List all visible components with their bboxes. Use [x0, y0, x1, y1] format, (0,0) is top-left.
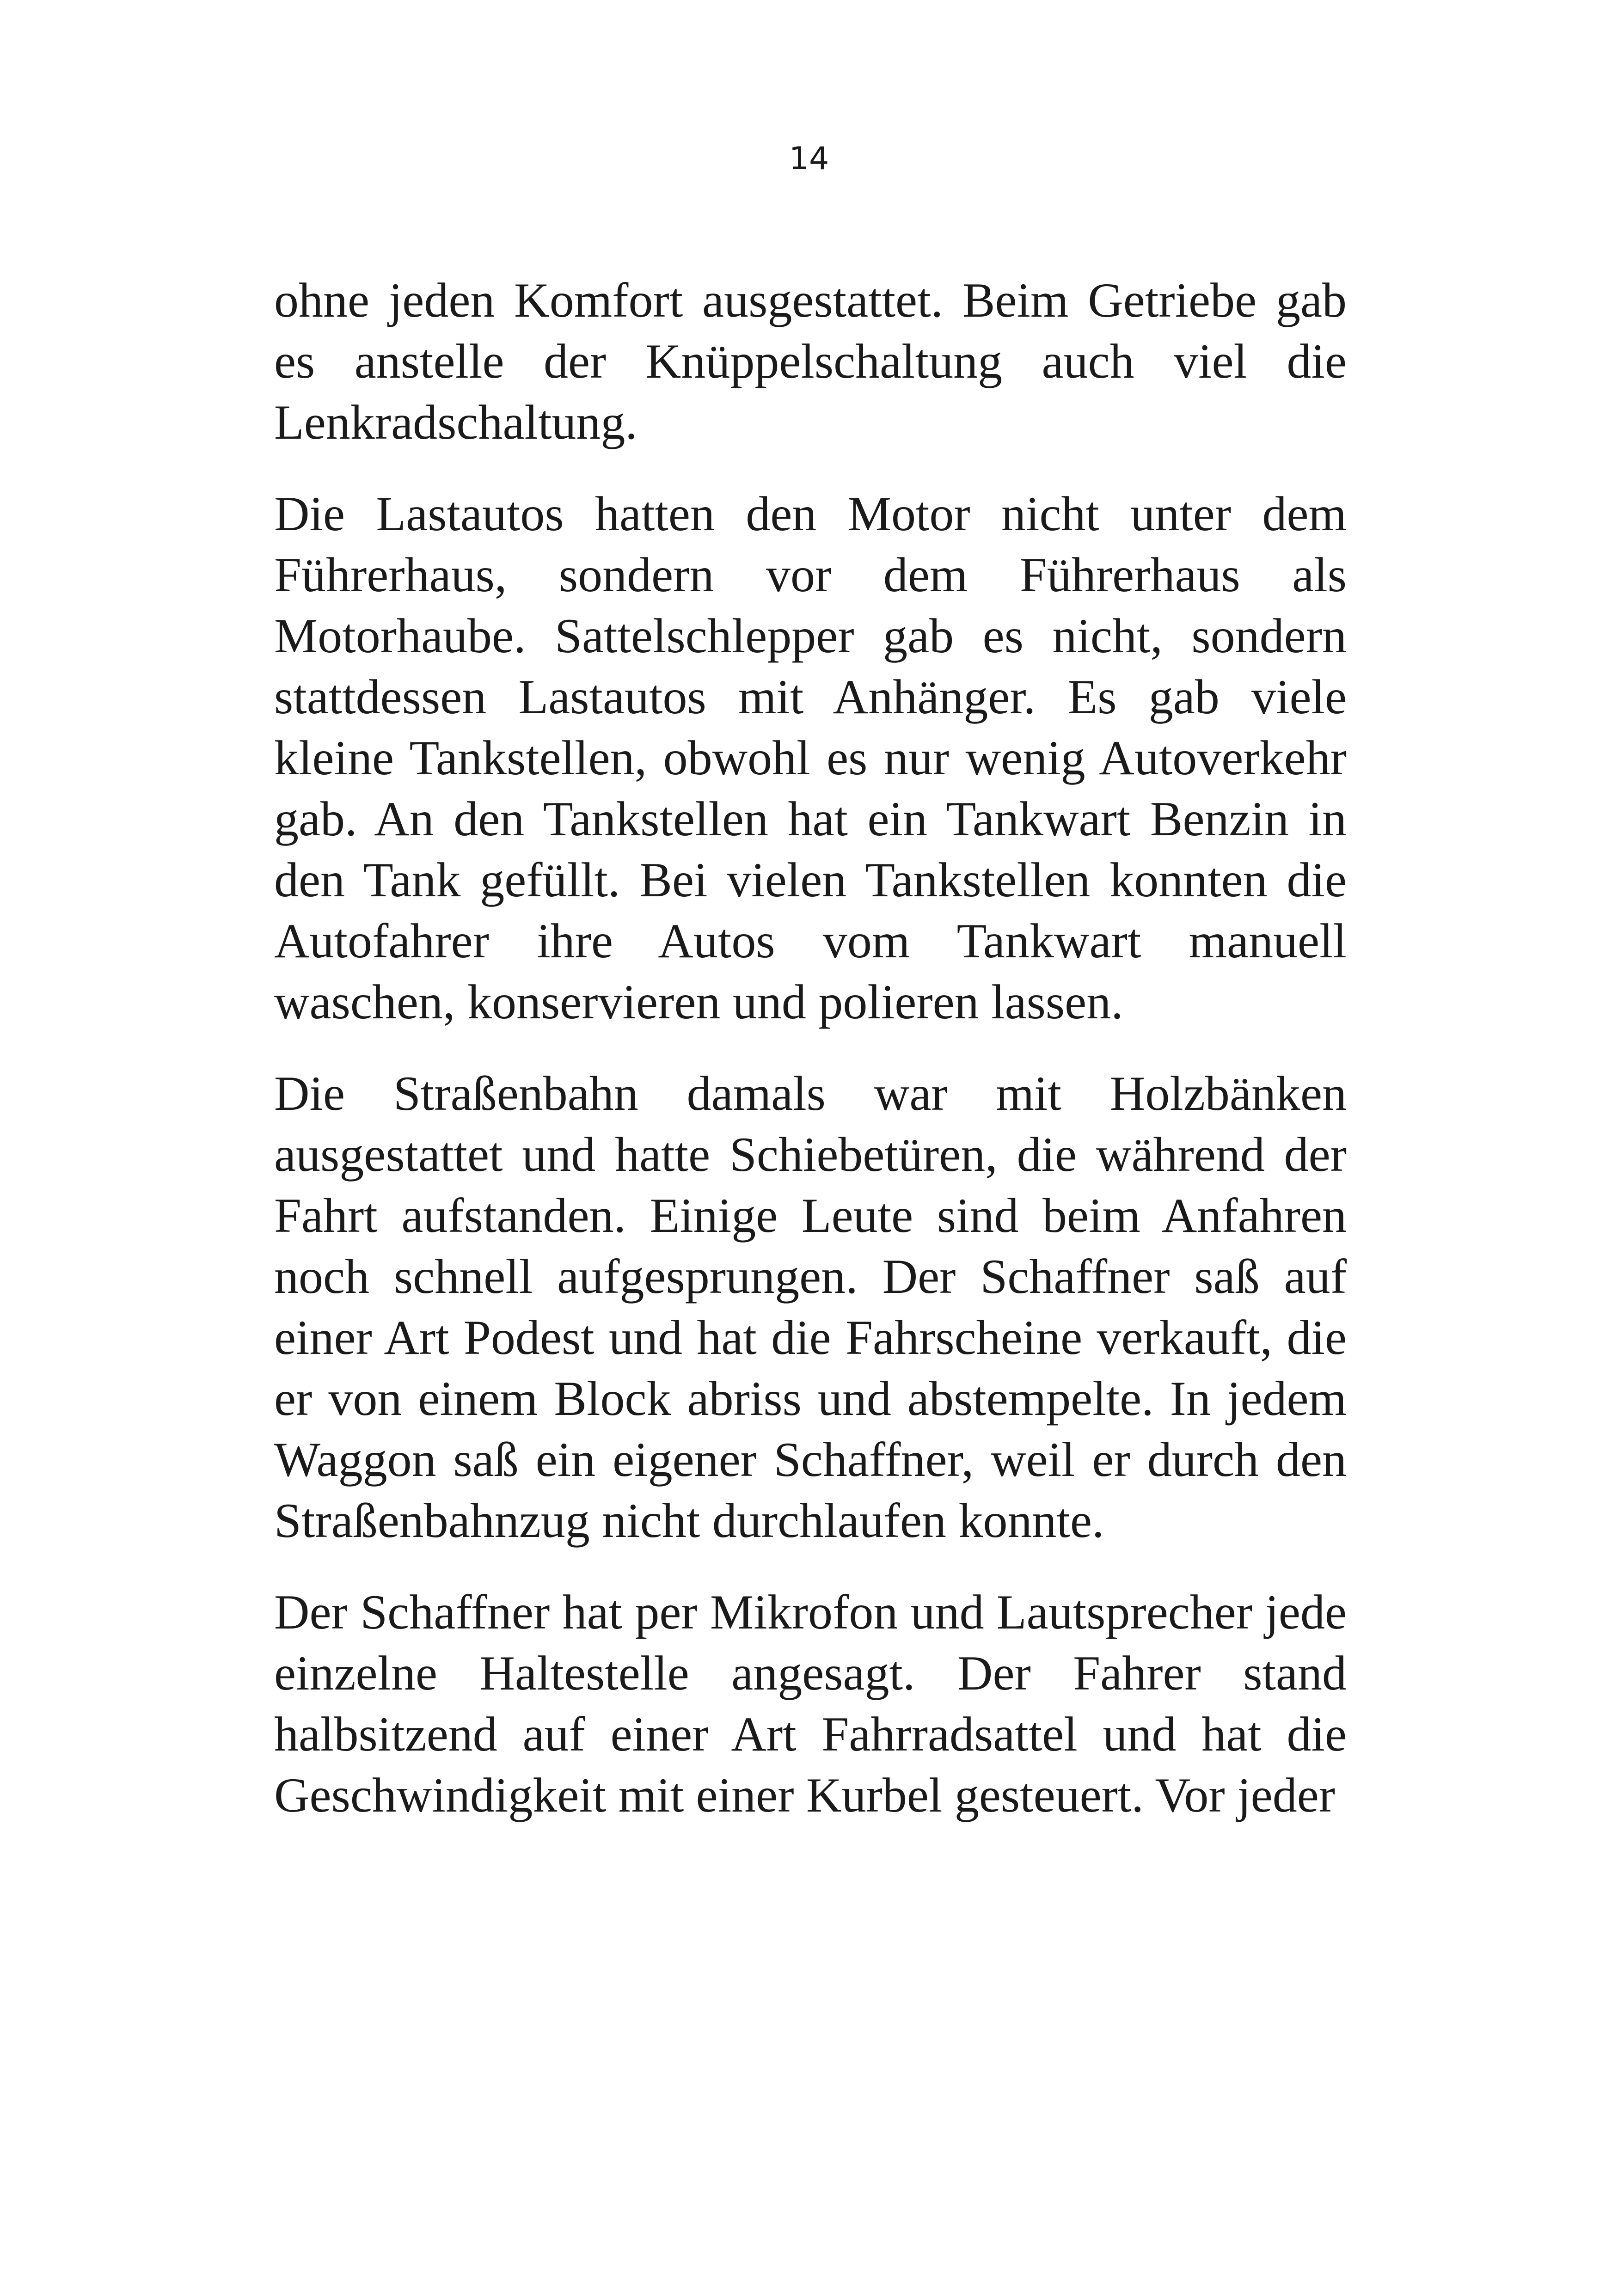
paragraph: Die Straßenbahn damals war mit Holzbänken ausgestattet und hatte Schiebetüren, die während der Fahrt aufstanden. Einige Leute sind beim Anfahren noch schnell aufgesprungen. Der Schaffner saß auf einer Art Podest und hat die Fahrscheine verkauft, die er von einem Block abriss und abstempelte. In jedem Waggon saß ein eigener Schaffner, weil er durch den Straßenbahnzug nicht durchlaufen konnte. [274, 1066, 1347, 1548]
body-text [274, 270, 1347, 1826]
paragraph: Der Schaffner hat per Mikrofon und Lautsprecher jede einzelne Haltestelle angesagt. Der Fahrer stand halbsitzend auf einer Art Fahrradsattel und hat die Geschwindigkeit mit einer Kurbel gesteuert. Vor jeder [274, 1585, 1347, 1822]
paragraph: Die Lastautos hatten den Motor nicht unter dem Führerhaus, sondern vor dem Führerhaus als Motorhaube. Sattelschlepper gab es nicht, sondern stattdessen Lastautos mit Anhänger. Es gab viele kleine Tankstellen, obwohl es nur wenig Autoverkehr gab. An den Tankstellen hat ein Tankwart Benzin in den Tank gefüllt. Bei vielen Tankstellen konnten die Autofahrer ihre Autos vom Tankwart manuell waschen, konservieren und polieren lassen. [274, 487, 1347, 1029]
paragraph: ohne jeden Komfort ausgestattet. Beim Getriebe gab es anstelle der Knüppelschaltung auch viel die Lenkradschaltung. [274, 273, 1347, 449]
page-number: 14 [789, 141, 829, 177]
